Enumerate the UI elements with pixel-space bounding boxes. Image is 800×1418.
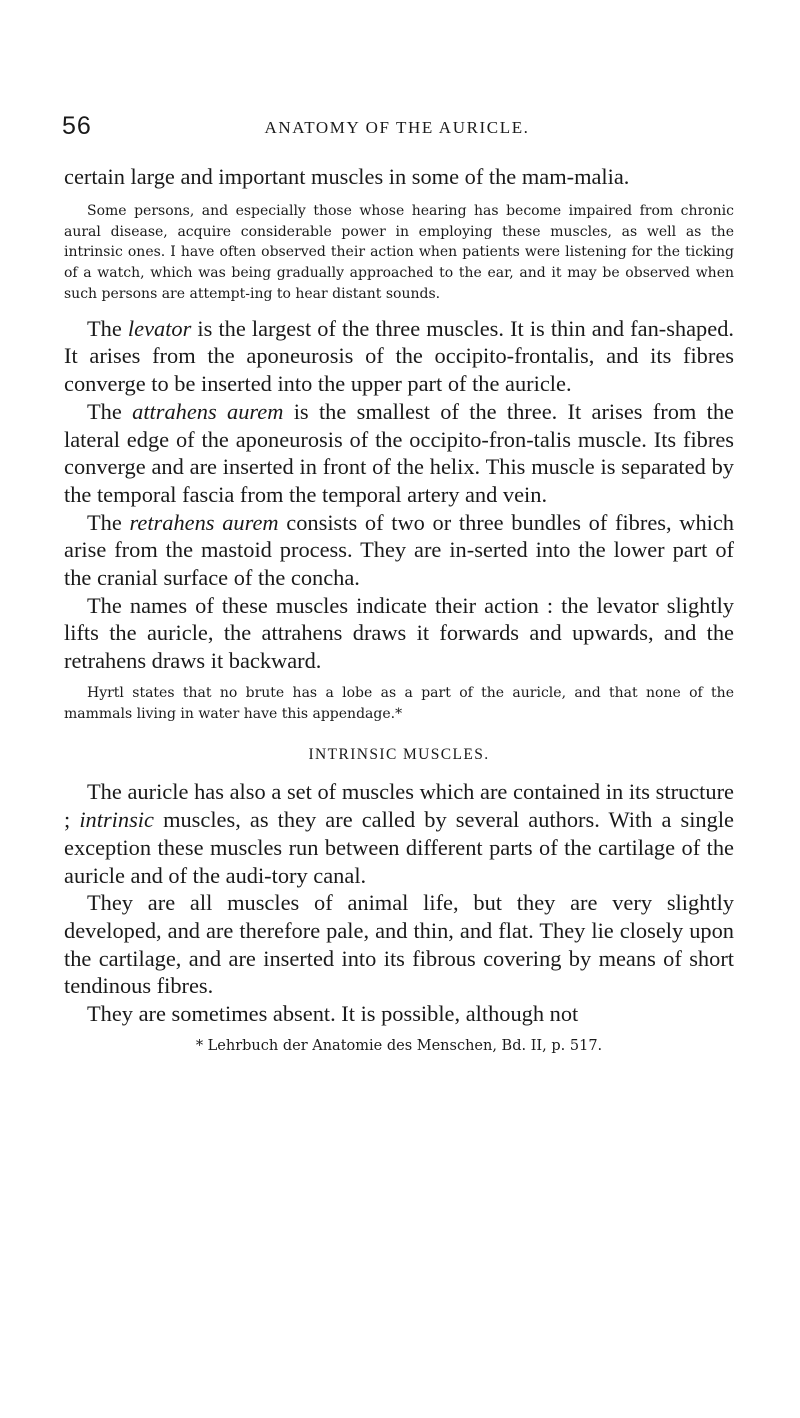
text-lead: The xyxy=(87,509,130,535)
term-retrahens-aurem: retrahens aurem xyxy=(129,509,279,535)
running-title: ANATOMY OF THE AURICLE. xyxy=(264,118,530,137)
term-attrahens-aurem: attrahens aurem xyxy=(132,398,284,424)
text-rest: is the largest of the three muscles. It is thin and fan-shaped. It arises from the aponeurosis of the occipito-frontalis, and its fibres converge to be inserted into the upper part of the auricle. xyxy=(64,315,734,397)
text-lead: The xyxy=(87,398,133,424)
paragraph-intrinsic xyxy=(64,778,734,889)
footnote: * Lehrbuch der Anatomie des Menschen, Bd. II, p. 517. xyxy=(195,1037,603,1054)
term-intrinsic: intrinsic xyxy=(79,807,154,833)
paragraph-animal-life: They are all muscles of animal life, but they are very slightly developed, and are therefore pale, and thin, and flat. They lie closely upon the cartilage, and are inserted into its fibrous covering by means of short tendinous fibres. xyxy=(64,890,734,999)
text-lead: The xyxy=(87,315,128,341)
paragraph-hyrtl: Hyrtl states that no brute has a lobe as a part of the auricle, and that none of the mammals living in water have this appendage.* xyxy=(64,684,734,722)
text-rest: muscles, as they are called by several authors. With a single exception these muscles run between different parts of the cartilage of the auricle and of the audi-tory canal. xyxy=(64,807,734,888)
running-head xyxy=(62,112,732,142)
paragraph-impaired-hearing: Some persons, and especially those whose hearing has become impaired from chronic aural disease, acquire considerable power in employing these muscles, as well as the intrinsic ones. I have often observed their action when patients were listening for the ticking of a watch, which was being gradually approached to the ear, and it may be observed when such persons are attempt-ing to hear distant sounds. xyxy=(64,202,734,302)
paragraph-mammalia: certain large and important muscles in some of the mam-malia. xyxy=(64,164,630,189)
text-rest: is the smallest of the three. It arises from the lateral edge of the aponeurosis of the occipito-fron-talis muscle. Its fibres converge and are inserted in front of the helix. This muscle is separated by the temporal fascia from the temporal artery and vein. xyxy=(64,398,734,507)
page-number: 56 xyxy=(62,112,92,140)
paragraph-attrahens xyxy=(64,398,734,509)
text-lead: The auricle has also a set of muscles which are contained in its structure ; xyxy=(64,779,734,833)
section-heading: INTRINSIC MUSCLES. xyxy=(308,746,490,764)
paragraph-muscle-actions: The names of these muscles indicate their action : the levator slightly lifts the auricle, the attrahens draws it forwards and upwards, and the retrahens draws it backward. xyxy=(64,592,734,674)
paragraph-absent: They are sometimes absent. It is possible, although not xyxy=(87,1001,579,1027)
paragraph-retrahens xyxy=(64,509,734,592)
text-rest: consists of two or three bundles of fibres, which arise from the mastoid process. They are in-serted into the lower part of the cranial surface of the concha. xyxy=(64,509,734,591)
term-levator: levator xyxy=(127,315,192,341)
paragraph-levator xyxy=(64,315,734,398)
page-body xyxy=(64,163,734,1056)
